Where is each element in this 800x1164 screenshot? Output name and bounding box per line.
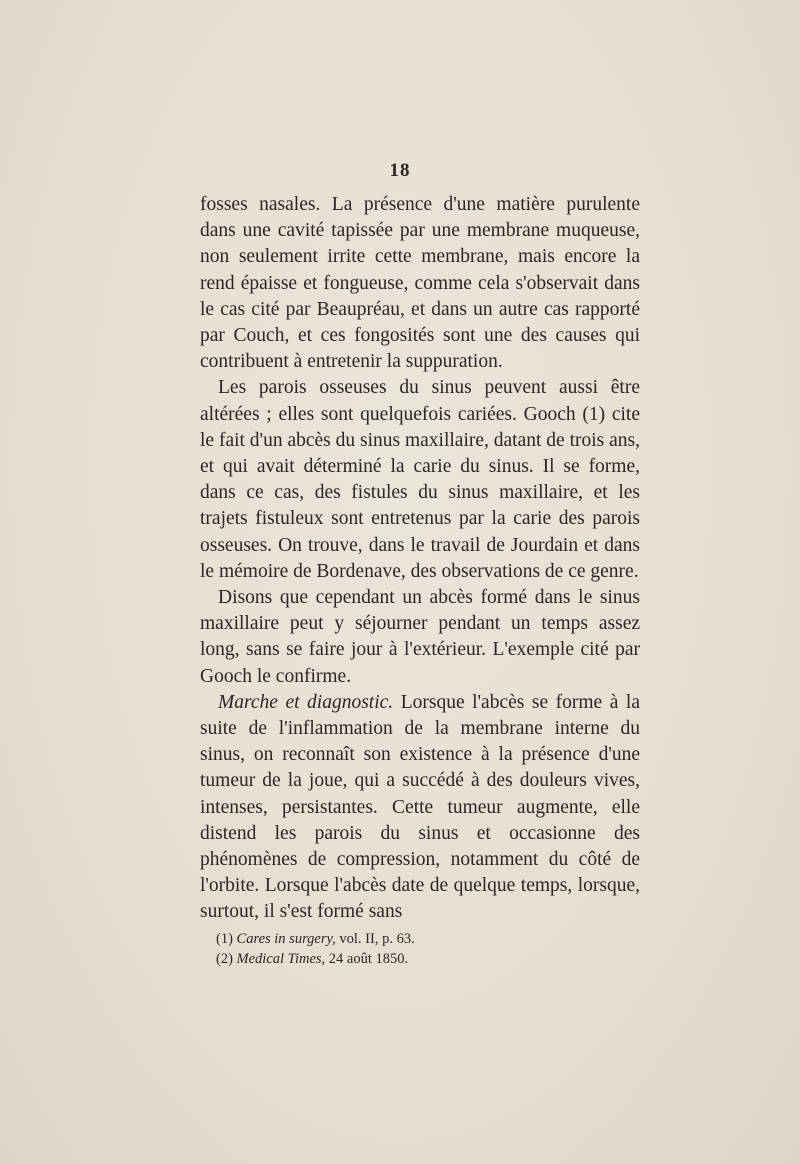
paragraph-text: Disons que cependant un abcès formé dans le sinus maxillaire peut y séjourner pendant un temps assez long, sans se faire jour à l'extérieur. L'exemple cité par Gooch le confirme. xyxy=(200,587,640,687)
paragraph xyxy=(200,192,640,375)
paragraph-text: Les parois osseuses du sinus peuvent aussi être altérées ; elles sont quelquefois cariées. Gooch (1) cite le fait d'un abcès du sinus maxillaire, datant de trois ans, et qui avait déterminé la carie du sinus. Il se forme, dans ce cas, des fistules du sinus maxillaire, et les trajets fistuleux sont entretenus par la carie des parois osseuses. On trouve, dans le travail de Jourdain et dans le mémoire de Bordenave, des observations de ce genre. xyxy=(200,377,640,582)
footnote-detail: vol. II, p. 63. xyxy=(335,931,415,947)
paragraph-text: Lorsque l'abcès se forme à la suite de l'inflammation de la membrane interne du sinus, on reconnaît son existence à la présence d'une tumeur de la joue, qui a succédé à des douleurs vives, intenses, persistantes. Cette tumeur augmente, elle distend les parois du sinus et occasionne des phénomènes de compression, notamment du côté de l'orbite. Lorsque l'abcès date de quelque temps, lorsque, surtout, il s'est formé sans xyxy=(200,691,640,923)
footnote xyxy=(216,950,616,970)
footnotes xyxy=(216,930,616,969)
footnote-title: Cares in surgery, xyxy=(236,931,336,947)
paragraph xyxy=(200,375,640,585)
footnote-marker: (2) xyxy=(216,950,233,967)
footnote-detail: 24 août 1850. xyxy=(325,950,409,967)
paragraph-text: fosses nasales. La présence d'une matière purulente dans une cavité tapissée par une membrane muqueuse, non seulement irrite cette membrane, mais encore la rend épaisse et fongueuse, comme cela s'observait dans le cas cité par Beaupréau, et dans un autre cas rapporté par Couch, et ces fongosités sont une des causes qui contribuent à entretenir la suppuration. xyxy=(200,194,640,373)
footnote xyxy=(216,930,616,950)
paragraph xyxy=(200,690,640,926)
footnote-marker: (1) xyxy=(216,931,233,947)
footnote-title: Medical Times, xyxy=(236,950,326,967)
section-heading-italic: Marche et diagnostic. xyxy=(218,691,394,713)
body-text xyxy=(200,192,640,926)
paragraph xyxy=(200,585,640,690)
page-number: 18 xyxy=(389,160,411,181)
